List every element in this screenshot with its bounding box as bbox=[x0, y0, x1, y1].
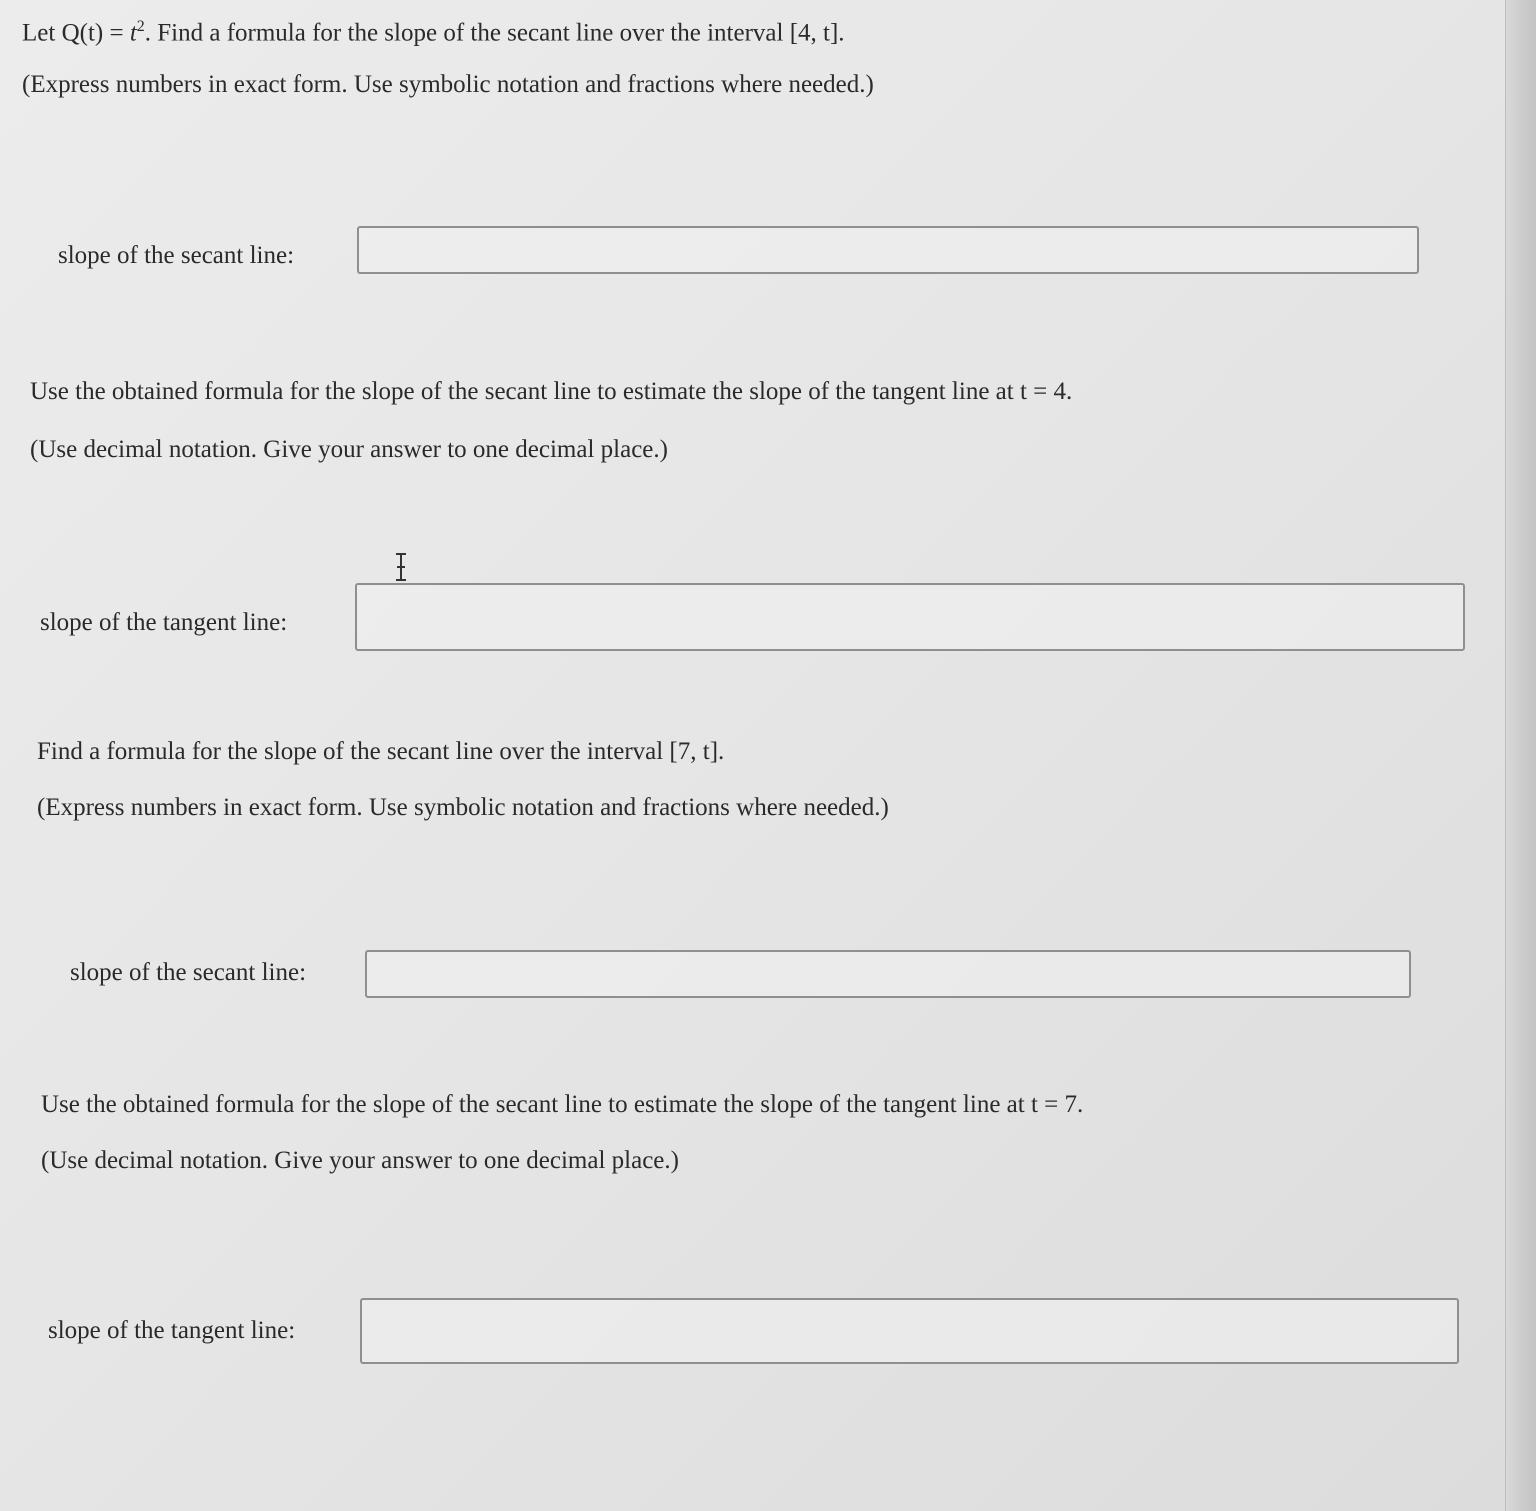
question-hint-4: (Use decimal notation. Give your answer to one decimal place.) bbox=[41, 1147, 679, 1174]
question-hint-3: (Express numbers in exact form. Use symbolic notation and fractions where needed.) bbox=[37, 794, 889, 821]
question-prompt-4: Use the obtained formula for the slope of the secant line to estimate the slope of the tangent line at t = 7. bbox=[41, 1091, 1084, 1118]
question-prompt-3: Find a formula for the slope of the secant line over the interval [7, t]. bbox=[37, 738, 725, 765]
question-hint-1: (Express numbers in exact form. Use symbolic notation and fractions where needed.) bbox=[22, 71, 874, 98]
page-edge bbox=[1505, 0, 1536, 1511]
question-hint-2: (Use decimal notation. Give your answer to one decimal place.) bbox=[30, 436, 668, 463]
secant-slope-label-1: slope of the secant line: bbox=[58, 242, 295, 269]
text-cursor-icon bbox=[394, 552, 408, 582]
tangent-slope-input-2[interactable] bbox=[360, 1298, 1459, 1364]
secant-slope-label-2: slope of the secant line: bbox=[70, 959, 307, 986]
tangent-slope-label-2: slope of the tangent line: bbox=[48, 1317, 296, 1344]
secant-slope-input-2[interactable] bbox=[365, 950, 1411, 998]
question-prompt-2: Use the obtained formula for the slope of the secant line to estimate the slope of the tangent line at t = 4. bbox=[30, 378, 1073, 405]
tangent-slope-label-1: slope of the tangent line: bbox=[40, 609, 288, 636]
secant-slope-input-1[interactable] bbox=[357, 226, 1419, 274]
tangent-slope-input-1[interactable] bbox=[355, 583, 1465, 651]
question-prompt-1: Let $Q(t) = t^2$. Find a formula for the slope of the secant line over the interval [4, t]. bbox=[22, 18, 845, 47]
